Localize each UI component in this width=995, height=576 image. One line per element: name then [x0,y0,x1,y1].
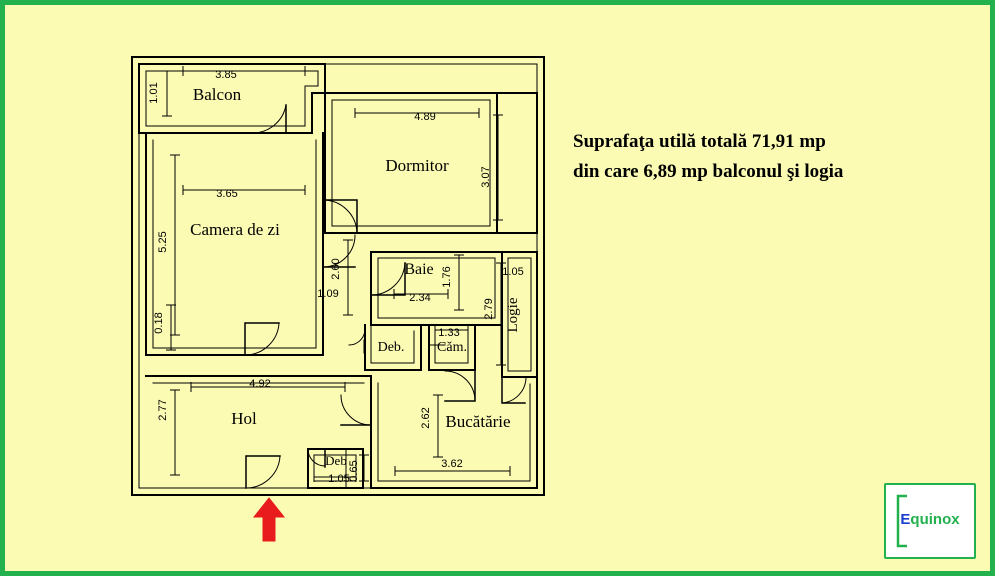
dimension-label: 4.89 [414,111,436,123]
dimension-label: 0.65 [348,460,360,482]
room-label: Căm. [437,340,467,355]
dimension-label: 3.65 [216,188,238,200]
dimension-label: 2.79 [483,298,495,320]
dimension-label: 2.77 [157,399,169,421]
room-label: Deb [325,453,347,468]
room-label: Logie [505,297,521,333]
area-notes [573,127,973,187]
dimension-label: 4.92 [249,378,271,390]
logo-rest: quinox [910,511,960,528]
room-label: Hol [231,409,257,428]
dimension-label: 2.34 [409,292,431,304]
room-label: Deb. [377,340,405,355]
room-label: Dormitor [385,156,449,175]
dimension-label: 0.18 [153,312,165,334]
dimension-label: 3.85 [215,69,237,81]
dimension-label: 1.76 [441,266,453,288]
dimension-label: 3.07 [480,166,492,188]
logo-initial: E [900,511,911,528]
room-label: Baie [404,261,434,278]
floorplan-drawing [5,5,995,576]
dimension-label: 1.01 [148,82,160,104]
entrance-arrow [254,498,284,541]
room-label: Camera de zi [190,220,280,239]
room-label: Bucătărie [445,412,511,431]
note-line-2: din care 6,89 mp balconul şi logia [573,161,844,182]
logo-wordmark [890,511,970,528]
room-label: Balcon [192,85,242,104]
dimension-label: 1.33 [438,327,460,339]
equinox-logo[interactable] [884,483,976,559]
dimension-label: 2.60 [330,258,342,280]
note-line-1: Suprafaţa utilă totală 71,91 mp [573,131,826,152]
dimension-label: 3.62 [441,458,463,470]
dimension-label: 2.62 [420,407,432,429]
dimension-label: 1.05 [502,266,524,278]
dimension-label: 1.09 [317,288,339,300]
dimension-label: 1.05 [328,473,350,485]
dimension-label: 5.25 [157,231,169,253]
